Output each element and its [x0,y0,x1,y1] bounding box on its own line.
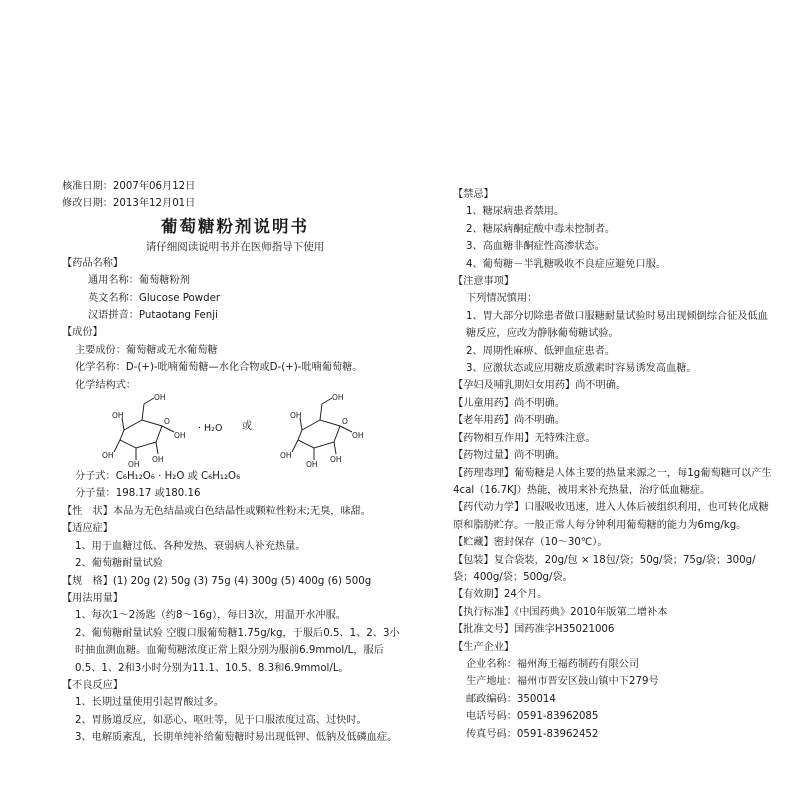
section-drug-name-header: 【药品名称】 [62,257,124,269]
usage-item: 2、葡萄糖耐量试验 空腹口服葡萄糖1.75g/kg，于服后0.5、1、2、3小时抽血测血糖。血葡萄糖浓度正常上限分别为服前6.9mmol/L，服后0.5、1、2和3小时分别为11.1、10.5、8.3和6.9mmol/L。 [75,627,400,674]
adverse-item: 3、电解质紊乱，长期单纯补给葡萄糖时易出现低钾、低钠及低磷血症。 [75,732,398,744]
manufacturer-address: 生产地址：福州市晋安区鼓山镇中下279号 [466,676,659,688]
or-label: 或 [242,421,252,433]
section-composition-header: 【成份】 [62,327,103,339]
water-of-hydration: · H₂O [198,423,223,435]
english-name: 英文名称：Glucose Powder [88,292,221,304]
indication-item: 1、用于血糖过低、各种发热、衰弱病人补充热量。 [75,540,306,552]
section-adverse-header: 【不良反应】 [62,679,124,691]
svg-text:OH: OH [332,394,344,403]
overdose: 【药物过量】尚不明确。 [453,450,566,462]
adverse-item: 2、胃肠道反应，如恶心、呕吐等，见于口服浓度过高、过快时。 [75,714,367,726]
approve-date: 核准日期：2007年06月12日 [62,181,196,192]
svg-text:OH: OH [154,394,166,403]
svg-text:OH: OH [352,431,364,441]
svg-text:O: O [342,417,348,427]
approval-number: 【批准文号】国药准字H35021006 [453,624,615,636]
glucose-structure-hydrate [94,394,189,468]
section-contraindications-header: 【禁忌】 [453,189,494,200]
svg-text:OH: OH [280,451,292,461]
drug-interactions: 【药物相互作用】无特殊注意。 [453,432,596,444]
pharmacology-toxicology: 【药理毒理】葡萄糖是人体主要的热量来源之一，每1g葡萄糖可以产生4cal（16.7KJ）热能，被用来补充热量，治疗低血糖症。 [453,467,772,496]
svg-text:O: O [164,417,170,427]
contraindication-item: 1、糖尿病患者禁用。 [466,206,565,218]
document-title: 葡萄糖粉剂说明书 [161,216,309,236]
document-subtitle: 请仔细阅读说明书并在医师指导下使用 [145,240,325,253]
validity-period: 【有效期】24个月。 [453,589,548,601]
manufacturer-name: 企业名称：福州海王福药制药有限公司 [466,658,640,670]
svg-text:OH: OH [306,460,318,469]
contraindication-item: 3、高血糖非酮症性高渗状态。 [466,241,605,253]
manufacturer-postcode: 邮政编码：350014 [466,693,556,705]
manufacturer-fax: 传真号码：0591-83962452 [466,728,599,740]
pediatric-use: 【儿童用药】尚不明确。 [453,397,566,409]
svg-text:OH: OH [290,411,302,421]
chemical-name: 化学名称：D-(+)-吡喃葡萄糖—水化合物或D-(+)-吡喃葡萄糖。 [75,362,363,374]
precaution-item: 1、胃大部分切除患者做口服糖耐量试验时易出现倾倒综合征及低血糖反应，应改为静脉葡萄糖试验。 [466,310,768,340]
svg-text:OH: OH [128,460,140,469]
precaution-item: 3、应激状态或应用糖皮质激素时容易诱发高血糖。 [466,363,697,375]
section-indications-header: 【适应症】 [62,523,113,535]
right-column [453,186,773,743]
manufacturer-phone: 电话号码：0591-83962085 [466,711,599,723]
svg-text:OH: OH [174,431,186,441]
execution-standard: 【执行标准】《中国药典》2010年版第二增补本 [453,606,668,618]
geriatric-use: 【老年用药】尚不明确。 [453,415,566,427]
left-column [62,178,408,747]
usage-item: 1、每次1～2汤匙（约8～16g），每日3次，用温开水冲服。 [75,610,346,622]
precautions-intro: 下列情况慎用： [466,293,538,305]
revise-date: 修改日期：2013年12月01日 [62,198,196,210]
specifications: 【规 格】(1) 20g (2) 50g (3) 75g (4) 300g (5) 400g (6) 500g [62,575,372,587]
molecular-weight: 分子量：198.17 或180.16 [75,488,201,500]
contraindication-item: 2、糖尿病酮症酸中毒未控制者。 [466,223,616,235]
pregnancy-use: 【孕妇及哺乳期妇女用药】尚不明确。 [453,380,627,392]
storage: 【贮藏】密封保存（10～30℃）。 [453,537,608,549]
indication-item: 2、葡萄糖耐量试验 [75,558,163,570]
chemical-structures [94,394,408,468]
structure-label: 化学结构式： [75,379,137,391]
common-name: 通用名称：葡萄糖粉剂 [88,275,190,287]
properties: 【性 状】本品为无色结晶或白色结晶性或颗粒性粉末;无臭，味甜。 [62,505,372,517]
packaging: 【包装】复合袋装，20g/包 × 18包/袋；50g/袋；75g/袋；300g/袋；400g/袋；500g/袋。 [453,554,756,583]
main-ingredient: 主要成份：葡萄糖或无水葡萄糖 [75,344,218,356]
adverse-item: 1、长期过量使用引起胃酸过多。 [75,697,225,709]
svg-text:OH: OH [152,455,164,465]
molecular-formula: 分子式：C₆H₁₂O₆ · H₂O 或 C₆H₁₂O₆ [75,471,241,483]
section-precautions-header: 【注意事项】 [453,276,515,288]
section-usage-header: 【用法用量】 [62,592,124,604]
pinyin-name: 汉语拼音：Putaotang Fenji [88,310,218,322]
precaution-item: 2、周期性麻痹、低钾血症患者。 [466,345,616,357]
section-manufacturer-header: 【生产企业】 [453,641,515,653]
contraindication-item: 4、葡萄糖－半乳糖吸收不良症应避免口服。 [466,258,667,270]
glucose-structure-anhydrous [272,394,367,468]
svg-text:OH: OH [102,451,114,461]
svg-text:OH: OH [112,411,124,421]
svg-text:OH: OH [330,455,342,465]
pharmacokinetics: 【药代动力学】口服吸收迅速，进入人体后被组织利用，也可转化成糖原和脂肪贮存。一般正常人每分钟利用葡萄糖的能力为6mg/kg。 [453,502,769,531]
